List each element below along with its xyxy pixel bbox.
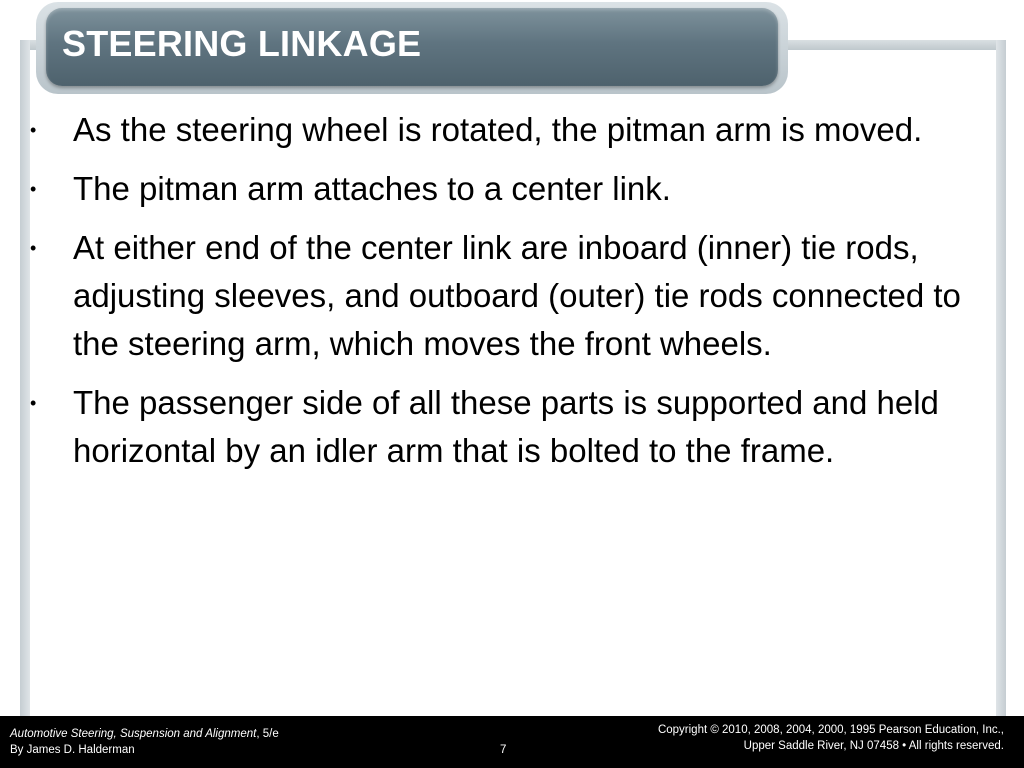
bullet-marker: •: [30, 393, 37, 413]
book-title: Automotive Steering, Suspension and Alignment: [10, 728, 257, 740]
bullet-item: [30, 379, 970, 475]
bullet-text: As the steering wheel is rotated, the pitman arm is moved.: [73, 111, 923, 148]
bullet-marker: •: [30, 238, 37, 258]
bullet-item: [30, 165, 970, 213]
page-number: 7: [500, 744, 507, 756]
footer-author: By James D. Halderman: [10, 744, 135, 756]
copyright-line-1: Copyright © 2010, 2008, 2004, 2000, 1995 Pearson Education, Inc.,: [657, 724, 1004, 736]
bullet-item: [30, 224, 970, 368]
bullet-text: The passenger side of all these parts is supported and held horizontal by an idler arm that is bolted to the frame.: [73, 384, 939, 469]
frame-left-border: [20, 40, 30, 716]
copyright-line-2: Upper Saddle River, NJ 07458 • All rights reserved.: [743, 740, 1004, 752]
footer-book-line: [10, 726, 279, 742]
bullet-text: At either end of the center link are inboard (inner) tie rods, adjusting sleeves, and outboard (outer) tie rods connected to the steering arm, which moves the front wheels.: [73, 229, 961, 362]
bullet-text: The pitman arm attaches to a center link.: [73, 170, 671, 207]
bullet-marker: •: [30, 179, 37, 199]
frame-right-border: [996, 40, 1006, 716]
bullet-item: [30, 106, 970, 154]
book-edition: , 5/e: [256, 728, 279, 740]
footer-copyright: [658, 722, 1004, 754]
footer-book-info: [10, 726, 279, 758]
bullet-list: [30, 106, 970, 486]
footer-bar: [0, 716, 1024, 768]
slide-title: STEERING LINKAGE: [62, 23, 422, 64]
bullet-marker: •: [30, 120, 37, 140]
